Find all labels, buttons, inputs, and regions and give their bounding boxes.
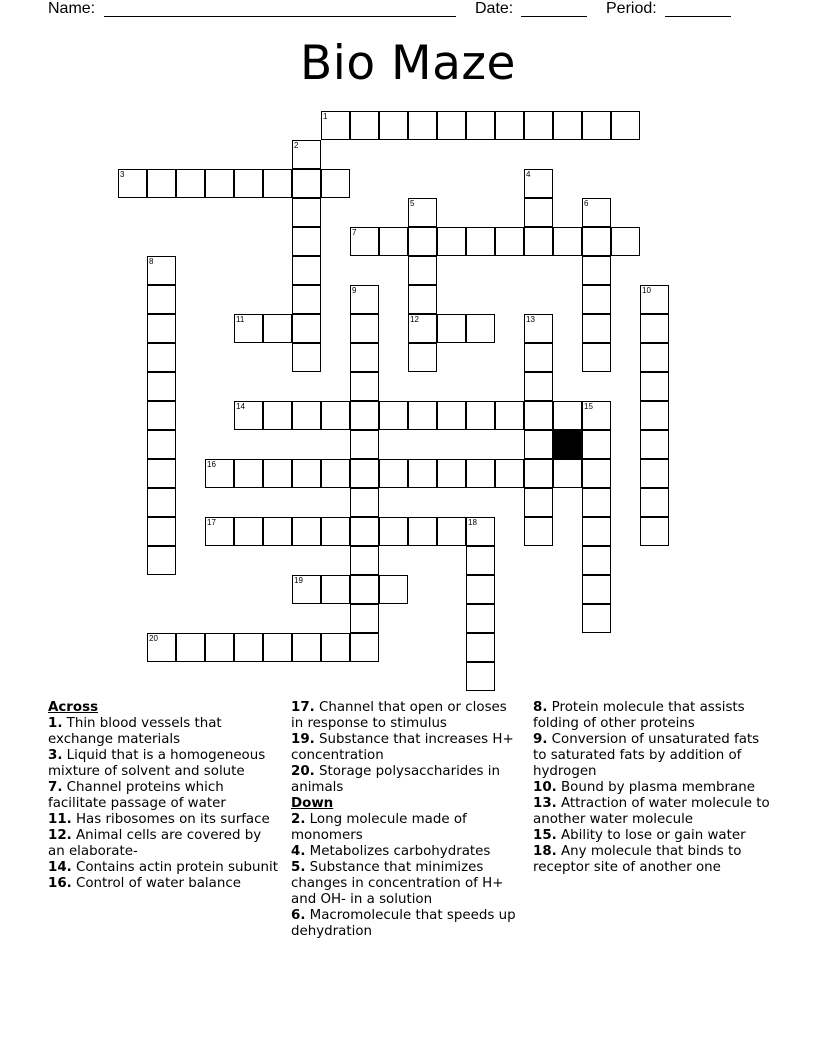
clue-number: 4 (526, 170, 531, 179)
crossword-cell[interactable] (582, 256, 611, 285)
clue-text: Substance that increases H+ concentration (291, 732, 514, 763)
clue-number: 10 (642, 286, 651, 295)
crossword-cell[interactable] (524, 517, 553, 546)
crossword-cell[interactable] (147, 314, 176, 343)
crossword-cell[interactable] (350, 227, 379, 256)
crossword-cell[interactable] (263, 169, 292, 198)
clue-number: 20 (149, 634, 158, 643)
crossword-cell[interactable] (408, 314, 437, 343)
crossword-cell[interactable] (147, 488, 176, 517)
clue-item (533, 732, 773, 780)
crossword-cell[interactable] (524, 227, 553, 256)
crossword-cell[interactable] (234, 169, 263, 198)
clue-item (291, 764, 521, 796)
clue-item (48, 748, 278, 780)
clue-item (291, 700, 521, 732)
crossword-cell[interactable] (321, 459, 350, 488)
clue-text: Has ribosomes on its surface (71, 812, 270, 827)
crossword-cell[interactable] (379, 517, 408, 546)
crossword-cell[interactable] (466, 227, 495, 256)
crossword-cell[interactable] (350, 604, 379, 633)
clue-number-label: 14. (48, 860, 72, 875)
crossword-cell[interactable] (408, 401, 437, 430)
clue-text: Substance that minimizes changes in concentration of H+ and OH- in a solution (291, 860, 504, 907)
clues-column-1 (48, 700, 278, 892)
crossword-cell[interactable] (582, 314, 611, 343)
crossword-cell[interactable] (350, 285, 379, 314)
crossword-cell[interactable] (379, 227, 408, 256)
clue-text: Channel that open or closes in response to stimulus (291, 700, 507, 731)
clue-text: Long molecule made of monomers (291, 812, 467, 843)
crossword-cell[interactable] (611, 227, 640, 256)
crossword-cell[interactable] (524, 198, 553, 227)
crossword-cell[interactable] (292, 459, 321, 488)
crossword-cell[interactable] (466, 662, 495, 691)
clue-number: 12 (410, 315, 419, 324)
crossword-cell[interactable] (321, 401, 350, 430)
crossword-cell[interactable] (292, 517, 321, 546)
crossword-cell[interactable] (408, 343, 437, 372)
clue-text: Channel proteins which facilitate passage of water (48, 780, 226, 811)
crossword-cell[interactable] (524, 169, 553, 198)
crossword-cell[interactable] (582, 227, 611, 256)
clue-item (291, 812, 521, 844)
crossword-cell[interactable] (292, 401, 321, 430)
clue-text: Animal cells are covered by an elaborate- (48, 828, 262, 859)
crossword-cell[interactable] (147, 546, 176, 575)
crossword-cell[interactable] (292, 169, 321, 198)
clue-text: Ability to lose or gain water (556, 828, 746, 843)
crossword-cell[interactable] (524, 372, 553, 401)
crossword-cell[interactable] (408, 198, 437, 227)
crossword-cell[interactable] (147, 169, 176, 198)
clue-number-label: 15. (533, 828, 557, 843)
clue-text: Liquid that is a homogeneous mixture of solvent and solute (48, 748, 266, 779)
crossword-cell[interactable] (234, 633, 263, 662)
crossword-cell[interactable] (466, 633, 495, 662)
crossword-cell[interactable] (524, 488, 553, 517)
crossword-cell[interactable] (553, 227, 582, 256)
clue-number-label: 5. (291, 860, 306, 875)
crossword-cell[interactable] (495, 459, 524, 488)
crossword-cell[interactable] (205, 169, 234, 198)
crossword-cell[interactable] (176, 169, 205, 198)
clue-text: Contains actin protein subunit (71, 860, 278, 875)
crossword-cell[interactable] (321, 517, 350, 546)
crossword-cell[interactable] (640, 314, 669, 343)
crossword-cell[interactable] (437, 459, 466, 488)
clue-item (48, 780, 278, 812)
clue-number: 9 (352, 286, 357, 295)
blocked-cell (553, 430, 582, 459)
crossword-cell[interactable] (524, 343, 553, 372)
crossword-cell[interactable] (582, 488, 611, 517)
clue-number: 7 (352, 228, 357, 237)
crossword-cell[interactable] (350, 314, 379, 343)
crossword-cell[interactable] (408, 111, 437, 140)
crossword-cell[interactable] (553, 401, 582, 430)
crossword-cell[interactable] (582, 285, 611, 314)
clue-number-label: 3. (48, 748, 63, 763)
crossword-cell[interactable] (582, 459, 611, 488)
clues-column-3 (533, 700, 773, 876)
crossword-cell[interactable] (640, 285, 669, 314)
clue-number: 8 (149, 257, 154, 266)
clue-number-label: 2. (291, 812, 306, 827)
crossword-cell[interactable] (466, 401, 495, 430)
clue-number-label: 13. (533, 796, 557, 811)
crossword-cell[interactable] (147, 372, 176, 401)
clue-number-label: 19. (291, 732, 315, 747)
crossword-cell[interactable] (147, 343, 176, 372)
clue-number-label: 16. (48, 876, 72, 891)
crossword-cell[interactable] (147, 517, 176, 546)
clue-number-label: 6. (291, 908, 306, 923)
crossword-cell[interactable] (408, 517, 437, 546)
crossword-cell[interactable] (205, 633, 234, 662)
crossword-cell[interactable] (292, 314, 321, 343)
crossword-cell[interactable] (495, 227, 524, 256)
crossword-cell[interactable] (118, 169, 147, 198)
clue-text: Macromolecule that speeds up dehydration (291, 908, 516, 939)
crossword-cell[interactable] (350, 488, 379, 517)
period-label: Period: (606, 0, 657, 17)
clue-number: 15 (584, 402, 593, 411)
crossword-cell[interactable] (147, 256, 176, 285)
crossword-cell[interactable] (292, 343, 321, 372)
crossword-cell[interactable] (350, 575, 379, 604)
crossword-cell[interactable] (147, 459, 176, 488)
crossword-cell[interactable] (234, 459, 263, 488)
clue-number-label: 18. (533, 844, 557, 859)
crossword-cell[interactable] (147, 285, 176, 314)
clue-item (533, 796, 773, 828)
crossword-cell[interactable] (408, 459, 437, 488)
crossword-cell[interactable] (263, 314, 292, 343)
crossword-cell[interactable] (640, 343, 669, 372)
crossword-cell[interactable] (350, 111, 379, 140)
crossword-cell[interactable] (582, 198, 611, 227)
crossword-cell[interactable] (292, 227, 321, 256)
crossword-cell[interactable] (234, 401, 263, 430)
crossword-cell[interactable] (553, 111, 582, 140)
crossword-cell[interactable] (582, 575, 611, 604)
clue-number: 3 (120, 170, 125, 179)
crossword-cell[interactable] (524, 459, 553, 488)
crossword-cell[interactable] (350, 343, 379, 372)
clue-number: 16 (207, 460, 216, 469)
crossword-cell[interactable] (350, 372, 379, 401)
crossword-cell[interactable] (321, 169, 350, 198)
crossword-cell[interactable] (582, 546, 611, 575)
crossword-cell[interactable] (379, 401, 408, 430)
crossword-cell[interactable] (408, 256, 437, 285)
name-label: Name: (48, 0, 96, 17)
clue-item (533, 700, 773, 732)
date-label: Date: (475, 0, 514, 17)
clue-number-label: 12. (48, 828, 72, 843)
clue-number: 18 (468, 518, 477, 527)
clue-section-heading: Across (48, 700, 99, 715)
clue-number-label: 20. (291, 764, 315, 779)
clue-text: Attraction of water molecule to another water molecule (533, 796, 770, 827)
crossword-cell[interactable] (437, 111, 466, 140)
crossword-cell[interactable] (379, 459, 408, 488)
clue-number-label: 9. (533, 732, 548, 747)
crossword-cell[interactable] (466, 575, 495, 604)
crossword-cell[interactable] (379, 575, 408, 604)
crossword-cell[interactable] (466, 314, 495, 343)
crossword-cell[interactable] (321, 633, 350, 662)
crossword-cell[interactable] (640, 372, 669, 401)
clue-text: Bound by plasma membrane (556, 780, 755, 795)
crossword-cell[interactable] (495, 401, 524, 430)
crossword-cell[interactable] (292, 198, 321, 227)
clue-number-label: 8. (533, 700, 548, 715)
crossword-cell[interactable] (582, 604, 611, 633)
crossword-cell[interactable] (350, 430, 379, 459)
crossword-cell[interactable] (263, 633, 292, 662)
clue-number-label: 4. (291, 844, 306, 859)
crossword-cell[interactable] (408, 285, 437, 314)
crossword-cell[interactable] (582, 517, 611, 546)
clue-section-heading: Down (291, 796, 334, 811)
crossword-cell[interactable] (524, 314, 553, 343)
crossword-cell[interactable] (582, 111, 611, 140)
clue-text: Any molecule that binds to receptor site of another one (533, 844, 742, 875)
crossword-cell[interactable] (292, 575, 321, 604)
crossword-cell[interactable] (553, 459, 582, 488)
clue-item (533, 828, 773, 844)
crossword-cell[interactable] (437, 227, 466, 256)
crossword-cell[interactable] (524, 111, 553, 140)
crossword-cell[interactable] (147, 430, 176, 459)
crossword-cell[interactable] (321, 111, 350, 140)
clue-item (48, 876, 278, 892)
clue-item (291, 732, 521, 764)
clue-number: 17 (207, 518, 216, 527)
crossword-cell[interactable] (292, 285, 321, 314)
clue-number-label: 11. (48, 812, 72, 827)
clue-text: Control of water balance (71, 876, 241, 891)
clue-number: 6 (584, 199, 589, 208)
clue-number: 19 (294, 576, 303, 585)
crossword-cell[interactable] (408, 227, 437, 256)
crossword-cell[interactable] (466, 546, 495, 575)
crossword-cell[interactable] (292, 256, 321, 285)
crossword-cell[interactable] (350, 546, 379, 575)
crossword-cell[interactable] (524, 430, 553, 459)
crossword-cell[interactable] (466, 111, 495, 140)
crossword-cell[interactable] (437, 517, 466, 546)
crossword-cell[interactable] (350, 633, 379, 662)
crossword-cell[interactable] (495, 111, 524, 140)
crossword-cell[interactable] (205, 459, 234, 488)
crossword-cell[interactable] (582, 401, 611, 430)
crossword-cell[interactable] (640, 430, 669, 459)
clue-text: Conversion of unsaturated fats to saturated fats by addition of hydrogen (533, 732, 760, 779)
crossword-cell[interactable] (292, 140, 321, 169)
crossword-cell[interactable] (350, 517, 379, 546)
crossword-cell[interactable] (147, 633, 176, 662)
clue-number: 1 (323, 112, 328, 121)
clue-number: 13 (526, 315, 535, 324)
clues-column-2 (291, 700, 521, 940)
clue-item (533, 844, 773, 876)
crossword-cell[interactable] (234, 517, 263, 546)
crossword-cell[interactable] (437, 314, 466, 343)
crossword-cell[interactable] (234, 314, 263, 343)
clue-item (48, 828, 278, 860)
crossword-cell[interactable] (292, 633, 321, 662)
clue-item (291, 908, 521, 940)
crossword-cell[interactable] (205, 517, 234, 546)
clue-number-label: 10. (533, 780, 557, 795)
clue-item (291, 860, 521, 908)
clue-number: 5 (410, 199, 415, 208)
clue-text: Metabolizes carbohydrates (305, 844, 491, 859)
crossword-cell[interactable] (640, 488, 669, 517)
clue-number-label: 17. (291, 700, 315, 715)
crossword-cell[interactable] (263, 459, 292, 488)
crossword-cell[interactable] (466, 517, 495, 546)
crossword-cell[interactable] (466, 604, 495, 633)
crossword-cell[interactable] (640, 517, 669, 546)
crossword-cell[interactable] (176, 633, 205, 662)
clue-number: 2 (294, 141, 299, 150)
crossword-cell[interactable] (611, 111, 640, 140)
crossword-cell[interactable] (640, 459, 669, 488)
clue-number: 11 (236, 315, 245, 324)
clue-item (533, 780, 773, 796)
page-title: Bio Maze (300, 36, 516, 91)
clue-number-label: 1. (48, 716, 63, 731)
crossword-cell[interactable] (147, 401, 176, 430)
crossword-cell[interactable] (524, 401, 553, 430)
clue-item (48, 716, 278, 748)
clue-item (48, 860, 278, 876)
crossword-cell[interactable] (379, 111, 408, 140)
crossword-cell[interactable] (582, 343, 611, 372)
clue-text: Protein molecule that assists folding of other proteins (533, 700, 745, 731)
crossword-cell[interactable] (437, 401, 466, 430)
crossword-cell[interactable] (350, 401, 379, 430)
clue-number-label: 7. (48, 780, 63, 795)
crossword-cell[interactable] (640, 401, 669, 430)
crossword-cell[interactable] (466, 459, 495, 488)
crossword-cell[interactable] (350, 459, 379, 488)
crossword-cell[interactable] (263, 517, 292, 546)
crossword-cell[interactable] (582, 430, 611, 459)
crossword-cell[interactable] (321, 575, 350, 604)
clue-text: Thin blood vessels that exchange materials (48, 716, 222, 747)
clue-item (48, 812, 278, 828)
crossword-cell[interactable] (263, 401, 292, 430)
clue-text: Storage polysaccharides in animals (291, 764, 500, 795)
clue-number: 14 (236, 402, 245, 411)
clue-item (291, 844, 521, 860)
